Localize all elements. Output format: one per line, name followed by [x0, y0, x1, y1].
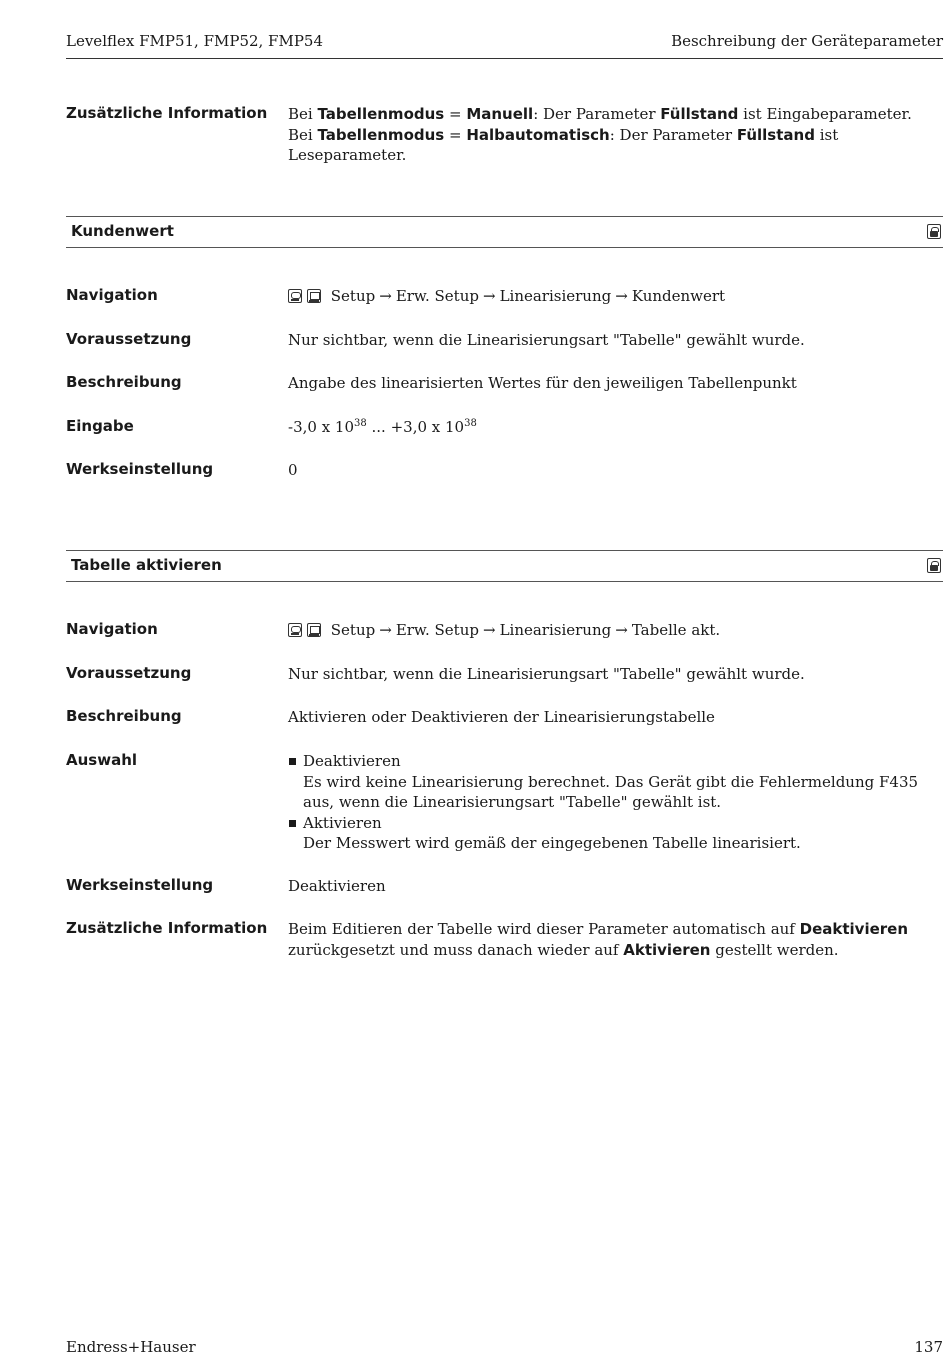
nav-step: Kundenwert: [631, 287, 726, 305]
navigation-path: [288, 286, 946, 307]
lock-icon: [927, 224, 941, 239]
voraussetzung-label: Voraussetzung: [66, 664, 192, 682]
voraussetzung-label: Voraussetzung: [66, 330, 192, 348]
beschreibung-value: Angabe des linearisierten Wertes für den jeweiligen Tabellenpunkt: [288, 374, 797, 392]
arrow-right-icon: →: [379, 621, 392, 639]
beschreibung-label: Beschreibung: [66, 373, 182, 391]
werkseinstellung-value: 0: [288, 461, 298, 479]
nav-step: Setup: [330, 621, 376, 639]
operating-tool-icon: [307, 623, 321, 637]
nav-step: Erw. Setup: [395, 621, 479, 639]
footer-company: Endress+Hauser: [66, 1338, 196, 1356]
option-description: Es wird keine Linearisierung berechnet. Das Gerät gibt die Fehlermeldung F435 aus, wenn die Linearisierungsart "Tabelle" gewählt ist.: [303, 772, 919, 811]
header-chapter: Beschreibung der Geräteparameter: [671, 32, 943, 50]
arrow-right-icon: →: [615, 621, 628, 639]
arrow-right-icon: →: [379, 287, 392, 305]
top-info-line-1: Bei Tabellenmodus = Manuell: Der Parameter Füllstand ist Eingabeparameter.: [288, 105, 912, 123]
arrow-right-icon: →: [482, 287, 496, 305]
page-header: [66, 32, 943, 59]
arrow-right-icon: →: [482, 621, 496, 639]
nav-step: Erw. Setup: [395, 287, 479, 305]
operating-tool-icon: [307, 289, 321, 303]
eingabe-value: -3,0 x $10^{38}$ ... +3,0 x $10^{38}$: [288, 418, 477, 436]
voraussetzung-value: Nur sichtbar, wenn die Linearisierungsart "Tabelle" gewählt wurde.: [288, 665, 805, 683]
nav-step: Tabelle akt.: [631, 621, 721, 639]
nav-step: Setup: [330, 287, 376, 305]
page-number: 137: [914, 1338, 943, 1356]
list-item: [288, 813, 946, 854]
info-label: Zusätzliche Information: [66, 919, 268, 937]
top-info-line-2: Bei Tabellenmodus = Halbautomatisch: Der Parameter Füllstand ist Leseparameter.: [288, 125, 839, 164]
display-operation-icon: [288, 289, 302, 303]
list-item: [288, 751, 946, 813]
top-info-label: Zusätzliche Information: [66, 104, 268, 122]
auswahl-label: Auswahl: [66, 751, 138, 769]
bullet-square-icon: [289, 758, 296, 765]
navigation-label: Navigation: [66, 620, 158, 638]
werkseinstellung-value: Deaktivieren: [288, 877, 386, 895]
arrow-right-icon: →: [615, 287, 628, 305]
navigation-label: Navigation: [66, 286, 158, 304]
beschreibung-label: Beschreibung: [66, 707, 182, 725]
lock-icon: [927, 558, 941, 573]
info-value: Beim Editieren der Tabelle wird dieser Parameter automatisch auf Deaktivieren zurückgesetzt und muss danach wieder auf Aktivieren gestellt werden.: [288, 920, 909, 959]
werkseinstellung-label: Werkseinstellung: [66, 460, 214, 478]
eingabe-label: Eingabe: [66, 417, 134, 435]
section-title: Tabelle aktivieren: [71, 556, 222, 574]
display-operation-icon: [288, 623, 302, 637]
header-product: Levelflex FMP51, FMP52, FMP54: [66, 32, 324, 50]
section-title: Kundenwert: [71, 222, 174, 240]
beschreibung-value: Aktivieren oder Deaktivieren der Linearisierungstabelle: [288, 708, 715, 726]
top-info-value: [288, 104, 946, 166]
section-tabelle-aktivieren: [66, 550, 943, 582]
nav-step: Linearisierung: [499, 621, 612, 639]
option-name: Deaktivieren: [303, 752, 401, 770]
page-footer: [66, 1338, 943, 1356]
auswahl-list: [288, 751, 946, 854]
navigation-path: [288, 620, 946, 641]
option-name: Aktivieren: [303, 813, 382, 832]
bullet-square-icon: [289, 820, 296, 827]
section-kundenwert: [66, 216, 943, 248]
nav-step: Linearisierung: [499, 287, 612, 305]
voraussetzung-value: Nur sichtbar, wenn die Linearisierungsart "Tabelle" gewählt wurde.: [288, 331, 805, 349]
werkseinstellung-label: Werkseinstellung: [66, 876, 214, 894]
option-description: Der Messwert wird gemäß der eingegebenen Tabelle linearisiert.: [303, 834, 801, 852]
